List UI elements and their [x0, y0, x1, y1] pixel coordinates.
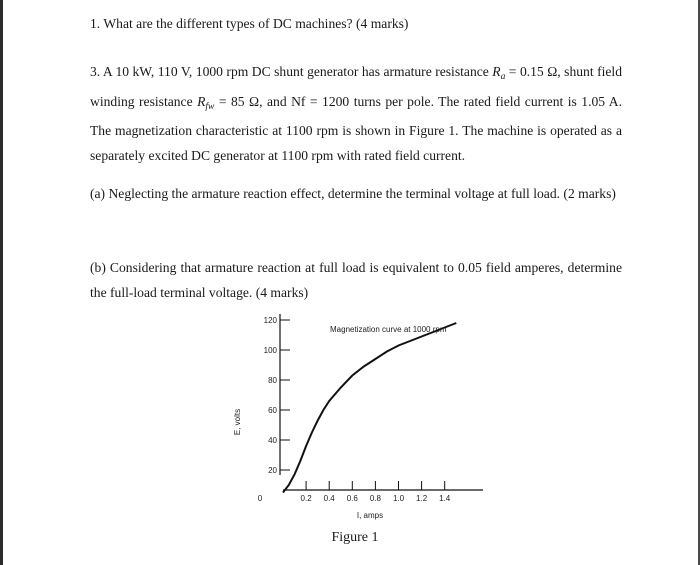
y-tick-label: 60	[268, 406, 277, 415]
y-axis-label: E, volts	[233, 408, 242, 436]
x-tick-label: 0.2	[300, 494, 312, 503]
question-3	[90, 60, 622, 168]
magnetization-chart	[225, 310, 495, 525]
rfw-value: = 85 Ω, and Nf = 1200 turns per pole. The rated field current is 1.05 A. The magnetization characteristic at 1100 rpm is shown in Figure 1. The machine is operated as a separately excited DC generator at 1100 rpm with rated field current.	[90, 93, 622, 163]
part-b: (b) Considering that armature reaction at full load is equivalent to 0.05 field amperes, determine the full-load terminal voltage. (4 marks)	[90, 260, 622, 300]
x-tick-label: 0.6	[346, 494, 358, 503]
chart-title: Magnetization curve at 1000 rpm	[330, 325, 447, 334]
ra-value: = 0.15 Ω, shunt field winding resistance	[90, 64, 622, 109]
y-tick-label: 120	[263, 316, 277, 325]
ra-subscript: a	[500, 72, 506, 82]
x-tick-label: 1.4	[439, 494, 451, 503]
y-tick-label: 100	[263, 346, 277, 355]
ra-symbol: R	[492, 64, 501, 79]
x-tick-label: 0.8	[369, 494, 381, 503]
magnetization-figure	[225, 310, 495, 525]
origin-label: 0	[257, 494, 263, 503]
rfw-subscript: fw	[205, 101, 215, 112]
x-tick-label: 1.0	[392, 494, 405, 503]
page-left-edge	[0, 0, 3, 565]
part-a: (a) Neglecting the armature reaction effect, determine the terminal voltage at full load. (2 marks)	[90, 186, 616, 201]
rfw-symbol: R	[197, 93, 206, 109]
x-tick-label: 1.2	[416, 494, 428, 503]
y-tick-label: 80	[268, 376, 277, 385]
x-tick-label: 0.4	[323, 494, 335, 503]
figure-caption: Figure 1	[331, 530, 379, 545]
question-1: 1. What are the different types of DC machines? (4 marks)	[90, 16, 409, 31]
y-tick-label: 20	[268, 466, 277, 475]
magnetization-curve-line	[283, 323, 456, 493]
x-axis-label: I, amps	[356, 511, 384, 520]
y-axis	[264, 314, 290, 475]
x-axis	[283, 481, 483, 503]
y-tick-label: 40	[268, 436, 277, 445]
question-3-lead: 3. A 10 kW, 110 V, 1000 rpm DC shunt generator has armature resistance	[90, 64, 493, 79]
